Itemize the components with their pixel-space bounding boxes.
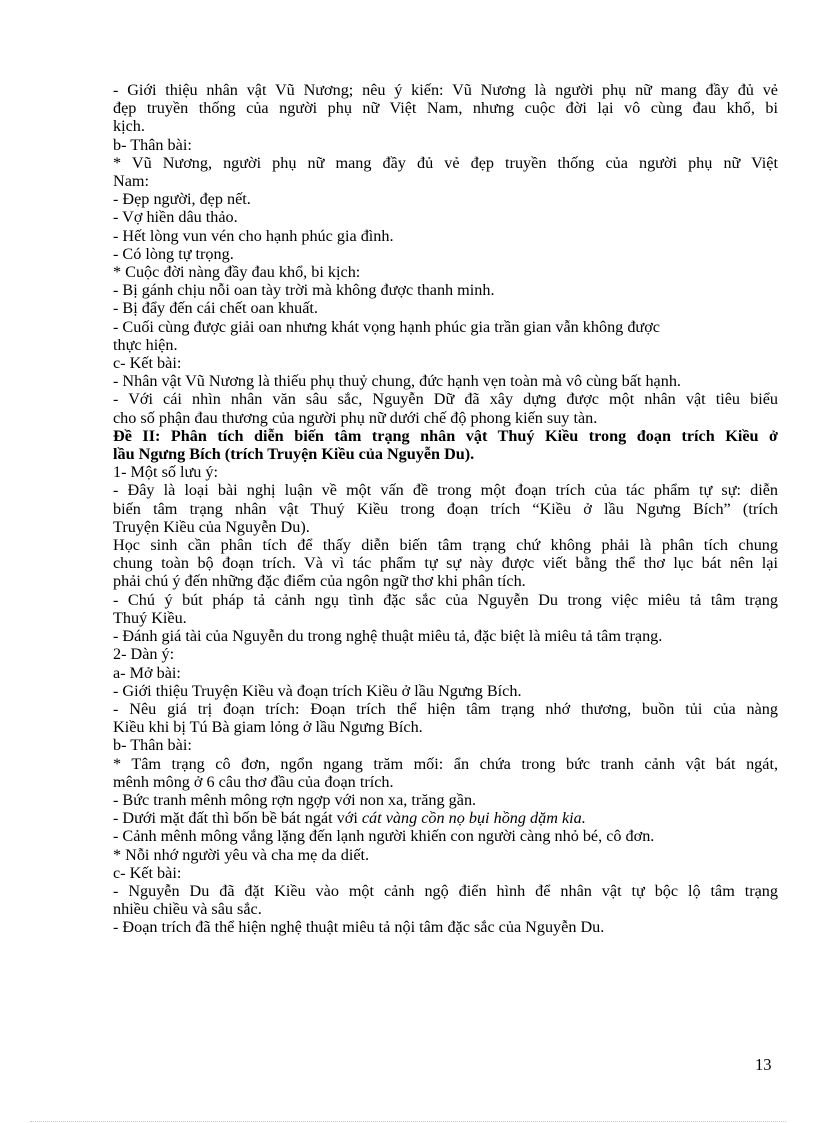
text-segment: - Dưới mặt đất thì bốn bề bát ngát với xyxy=(113,809,362,828)
text-line: 2- Dàn ý: xyxy=(113,645,175,664)
text-line: * Cuộc đời nàng đầy đau khổ, bi kịch: xyxy=(113,263,361,282)
text-line: biến tâm trạng nhân vật Thuý Kiều trong đoạn trích “Kiều ở lầu Ngưng Bích” (trích xyxy=(113,499,778,518)
text-line: - Nêu giá trị đoạn trích: Đoạn trích thể hiện tâm trạng nhớ thương, buồn tủi của nàng xyxy=(113,699,778,718)
text-line: lầu Ngưng Bích (trích Truyện Kiều của Nguyễn Du). xyxy=(113,445,475,464)
text-line: a- Mở bài: xyxy=(113,663,181,682)
text-line: - Đây là loại bài nghị luận về một vấn đề trong một đoạn trích của tác phẩm tự sự: diễn xyxy=(113,481,778,500)
text-line: - Giới thiệu nhân vật Vũ Nương; nêu ý kiến: Vũ Nương là người phụ nữ mang đầy đủ vẻ xyxy=(113,81,778,99)
text-line: - Nguyễn Du đã đặt Kiều vào một cảnh ngộ điển hình để nhân vật tự bộc lộ tâm trạng xyxy=(113,881,778,900)
text-line: - Giới thiệu Truyện Kiều và đoạn trích Kiều ở lầu Ngưng Bích. xyxy=(113,681,522,700)
text-line: * Nỗi nhớ người yêu và cha mẹ da diết. xyxy=(113,845,370,864)
text-line: nhiều chiều và sâu sắc. xyxy=(113,900,262,919)
text-line: phải chú ý đến những đặc điểm của ngôn ngữ thơ khi phân tích. xyxy=(113,572,526,591)
text-line: Kiều khi bị Tú Bà giam lỏng ở lầu Ngưng Bích. xyxy=(113,718,423,737)
text-line: - Với cái nhìn nhân văn sâu sắc, Nguyễn Dữ đã xây dựng được một nhân vật tiêu biểu xyxy=(113,390,778,409)
text-line: b- Thân bài: xyxy=(113,135,192,154)
text-line: kịch. xyxy=(113,117,145,136)
footer-divider xyxy=(30,1121,786,1122)
text-line: - Vợ hiền dâu thảo. xyxy=(113,208,238,227)
text-line: - Đoạn trích đã thể hiện nghệ thuật miêu tả nội tâm đặc sắc của Nguyễn Du. xyxy=(113,918,605,937)
text-line: Thuý Kiều. xyxy=(113,608,187,627)
text-line: thực hiện. xyxy=(113,335,178,354)
text-line: * Tâm trạng cô đơn, ngổn ngang trăm mối: ẩn chứa trong bức tranh cảnh vật bát ngát, xyxy=(113,754,778,773)
text-line: Học sinh cần phân tích để thấy diễn biến tâm trạng chứ không phải là phân tích chung xyxy=(113,536,778,555)
text-line: - Bị gánh chịu nỗi oan tày trời mà không được thanh minh. xyxy=(113,281,495,300)
text-line: - Hết lòng vun vén cho hạnh phúc gia đình. xyxy=(113,226,394,245)
text-line: - Có lòng tự trọng. xyxy=(113,244,234,263)
text-line: - Cuối cùng được giải oan nhưng khát vọng hạnh phúc gia trần gian vẫn không được xyxy=(113,317,660,336)
text-line: c- Kết bài: xyxy=(113,863,182,882)
text-line: cho số phận đau thương của người phụ nữ dưới chế độ phong kiến suy tàn. xyxy=(113,408,598,427)
text-line: - Bức tranh mênh mông rợn ngợp với non xa, trăng gần. xyxy=(113,790,477,809)
text-line: chung toàn bộ đoạn trích. Và vì tác phẩm tự sự này được viết bằng thể thơ lục bát nên lại xyxy=(113,554,778,573)
text-line: * Vũ Nương, người phụ nữ mang đầy đủ vẻ đẹp truyền thống của người phụ nữ Việt xyxy=(113,153,778,172)
text-line: 1- Một số lưu ý: xyxy=(113,463,219,482)
text-line: c- Kết bài: xyxy=(113,354,182,373)
text-line xyxy=(113,809,778,827)
text-line: - Cảnh mênh mông vắng lặng đến lạnh người khiến con người càng nhỏ bé, cô đơn. xyxy=(113,827,655,846)
text-line: - Bị đẩy đến cái chết oan khuất. xyxy=(113,299,318,318)
text-line: - Đẹp người, đẹp nết. xyxy=(113,190,251,209)
text-line: - Đánh giá tài của Nguyễn du trong nghệ thuật miêu tả, đặc biệt là miêu tả tâm trạng. xyxy=(113,627,663,646)
page-number: 13 xyxy=(755,1055,772,1074)
text-line: Truyện Kiều của Nguyễn Du). xyxy=(113,517,310,536)
text-line: b- Thân bài: xyxy=(113,736,192,755)
document-body xyxy=(113,81,778,937)
text-line: đẹp truyền thống của người phụ nữ Việt Nam, nhưng cuộc đời lại vô cùng đau khổ, bi xyxy=(113,99,778,118)
italic-quote: cát vàng cồn nọ bụi hồng dặm kia. xyxy=(361,809,586,828)
text-line: Nam: xyxy=(113,172,149,191)
text-line: - Nhân vật Vũ Nương là thiếu phụ thuỷ chung, đức hạnh vẹn toàn mà vô cùng bất hạnh. xyxy=(113,372,681,391)
text-line: Đề II: Phân tích diễn biến tâm trạng nhân vật Thuý Kiều trong đoạn trích Kiều ở xyxy=(113,426,778,445)
text-line: - Chú ý bút pháp tả cảnh ngụ tình đặc sắc của Nguyễn Du trong việc miêu tả tâm trạng xyxy=(113,590,778,609)
text-line: mênh mông ở 6 câu thơ đầu của đoạn trích. xyxy=(113,772,394,791)
